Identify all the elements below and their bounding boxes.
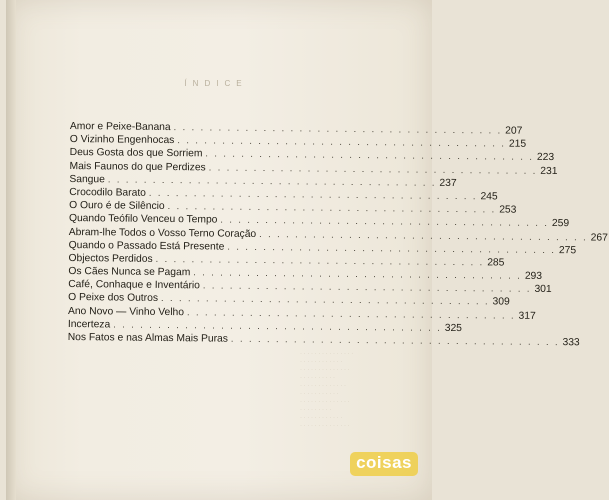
toc-leader: . . . . . . . . . . . . . . . . . . . . . . . . . . . . . . . . . . . . . bbox=[113, 319, 442, 333]
toc-page: 333 bbox=[562, 337, 580, 349]
toc-leader: . . . . . . . . . . . . . . . . . . . . . . . . . . . . . . . . . . . . . bbox=[220, 214, 550, 229]
toc-page: 237 bbox=[439, 177, 457, 189]
toc-title: Os Cães Nunca se Pagam bbox=[68, 266, 191, 279]
toc-leader: . . . . . . . . . . . . . . . . . . . . . . . . . . . . . . . . . . . . . bbox=[230, 333, 560, 348]
toc-leader: . . . . . . . . . . . . . . . . . . . . . . . . . . . . . . . . . . . . . bbox=[186, 306, 516, 321]
toc-leader: . . . . . . . . . . . . . . . . . . . . . . . . . . . . . . . . . . . . . bbox=[205, 148, 535, 163]
toc-leader: . . . . . . . . . . . . . . . . . . . . . . . . . . . . . . . . . . . . . bbox=[173, 122, 503, 136]
toc-title: Ano Novo — Vinho Velho bbox=[67, 305, 185, 318]
toc-page: 245 bbox=[480, 191, 498, 203]
toc-page: 223 bbox=[536, 152, 555, 164]
toc-leader: . . . . . . . . . . . . . . . . . . . . . . . . . . . . . . . . . . . . . bbox=[208, 162, 538, 176]
toc-page: 259 bbox=[551, 218, 570, 230]
toc-page: 275 bbox=[558, 244, 577, 256]
toc-title: Sangue bbox=[69, 173, 105, 186]
toc-page: 207 bbox=[505, 125, 523, 137]
toc-title: Incerteza bbox=[67, 318, 111, 331]
toc-title: Quando o Passado Está Presente bbox=[68, 239, 225, 253]
toc-title: O Ouro é de Silêncio bbox=[69, 200, 165, 213]
toc-leader: . . . . . . . . . . . . . . . . . . . . . . . . . . . . . . . . . . . . . bbox=[227, 241, 556, 255]
toc-leader: . . . . . . . . . . . . . . . . . . . . . . . . . . . . . . . . . . . . . bbox=[177, 135, 506, 149]
toc-title: Objectos Perdidos bbox=[68, 252, 153, 265]
toc-page: 301 bbox=[534, 284, 552, 296]
toc-leader: . . . . . . . . . . . . . . . . . . . . . . . . . . . . . . . . . . . . . bbox=[148, 187, 478, 202]
toc-leader: . . . . . . . . . . . . . . . . . . . . . . . . . . . . . . . . . . . . . bbox=[193, 267, 522, 281]
toc-title: O Peixe dos Outros bbox=[68, 292, 159, 305]
toc-page: 285 bbox=[487, 257, 505, 269]
toc-leader: . . . . . . . . . . . . . . . . . . . . . . . . . . . . . . . . . . . . . bbox=[259, 228, 588, 242]
toc-title: Abram-lhe Todos o Vosso Terno Coração bbox=[68, 226, 257, 240]
toc-leader: . . . . . . . . . . . . . . . . . . . . . . . . . . . . . . . . . . . . . bbox=[202, 280, 532, 295]
toc-page: 215 bbox=[508, 138, 527, 150]
show-through-text: · · · · · · · · · · · · · · · · · · · · · · · · · · · · · · · · · · · · · · · · · · · · · · · · · · · · · · · · · · · · · · · · · · · · · · · · · · · · · · · · · · · · · · · · · · · · · · · · · · · · · · · · · · · · · · · · · · · · · · · · · · · · bbox=[300, 351, 354, 429]
toc-leader: . . . . . . . . . . . . . . . . . . . . . . . . . . . . . . . . . . . . . bbox=[167, 201, 497, 215]
toc-title: Amor e Peixe-Banana bbox=[69, 120, 171, 134]
toc-leader: . . . . . . . . . . . . . . . . . . . . . . . . . . . . . . . . . . . . . bbox=[155, 253, 485, 268]
toc-title: Nos Fatos e nas Almas Mais Puras bbox=[67, 331, 229, 345]
toc-title: O Vizinho Engenhocas bbox=[69, 134, 175, 147]
toc-title: Crocodilo Barato bbox=[69, 186, 146, 199]
toc-leader: . . . . . . . . . . . . . . . . . . . . . . . . . . . . . . . . . . . . . bbox=[107, 174, 437, 188]
page-gutter bbox=[6, 0, 16, 500]
toc-page: 309 bbox=[492, 296, 510, 309]
toc-page: 267 bbox=[590, 231, 608, 244]
toc-title: Deus Gosta dos que Sorriem bbox=[69, 147, 203, 160]
toc-title: Mais Faunos do que Perdizes bbox=[69, 160, 206, 173]
toc-leader: . . . . . . . . . . . . . . . . . . . . . . . . . . . . . . . . . . . . . bbox=[160, 293, 490, 307]
table-of-contents bbox=[67, 120, 608, 349]
index-heading: ÍNDICE bbox=[184, 79, 248, 88]
toc-title: Café, Conhaque e Inventário bbox=[68, 279, 200, 292]
toc-page: 253 bbox=[499, 204, 517, 216]
toc-page: 325 bbox=[444, 322, 462, 334]
toc-page: 293 bbox=[524, 270, 543, 283]
watermark-logo: coisas bbox=[350, 452, 418, 476]
toc-page: 231 bbox=[540, 165, 558, 177]
toc-page: 317 bbox=[518, 310, 536, 322]
toc-title: Quando Teófilo Venceu o Tempo bbox=[68, 213, 218, 226]
